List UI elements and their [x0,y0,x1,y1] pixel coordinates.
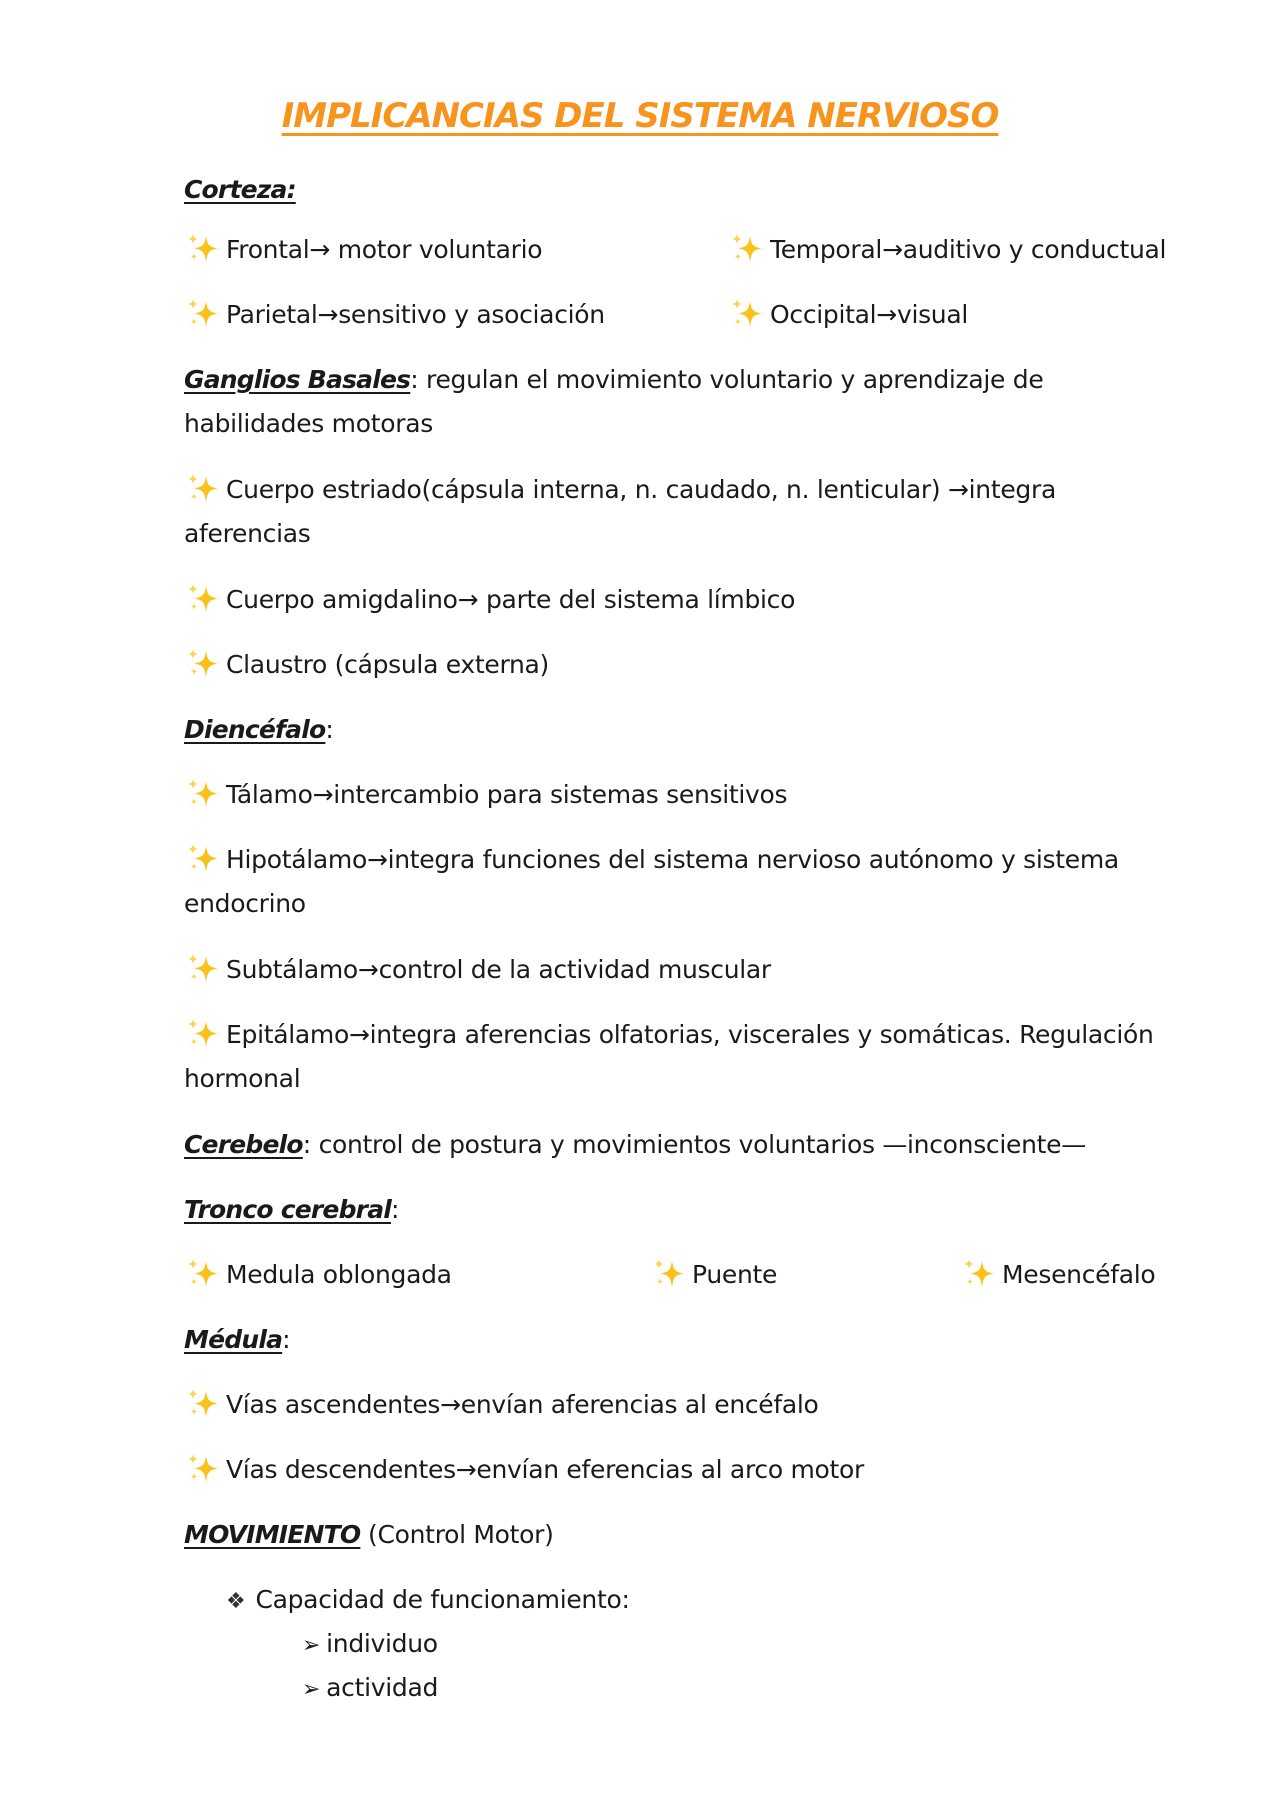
section-tronco [184,1188,399,1232]
list-item-mesencefalo [960,1253,1155,1297]
list-item-vias-ascendentes [184,1383,819,1427]
sparkles-icon [184,952,224,984]
paragraph-ganglios [184,358,1174,446]
sparkles-icon [184,472,224,504]
paragraph-text: : regulan el movimiento voluntario y aprendizaje de habilidades motoras [184,365,1044,438]
list-item-claustro [184,643,549,687]
sparkles-icon [960,1257,1000,1289]
list-item-cuerpo-estriado [184,468,1174,556]
sparkles-icon [184,1452,224,1484]
item-text: Frontal→ motor voluntario [226,235,543,264]
section-heading-tronco: Tronco cerebral [184,1195,392,1224]
section-diencefalo [184,708,333,752]
heading-suffix: : [325,715,334,744]
sparkles-icon [184,232,224,264]
item-text: Claustro (cápsula externa) [226,650,550,679]
sparkles-icon [184,647,224,679]
sparkles-icon [184,1257,224,1289]
item-text: Cuerpo estriado(cápsula interna, n. caudado, n. lenticular) →integra aferencias [184,475,1057,548]
diamond-bullet-icon: ❖ [226,1589,246,1614]
list-item-medula-oblongada [184,1253,452,1297]
section-heading-cerebelo: Cerebelo [184,1130,303,1159]
section-heading-medula: Médula [184,1325,283,1354]
section-heading-diencefalo: Diencéfalo [184,715,326,744]
list-item-talamo [184,773,787,817]
list-item-subtalamo [184,948,771,992]
section-heading-ganglios: Ganglios Basales [184,365,411,394]
sparkles-icon [184,1017,224,1049]
arrowhead-bullet-icon: ➢ [302,1677,321,1702]
item-text: Tálamo→intercambio para sistemas sensitivos [226,780,788,809]
sparkles-icon [650,1257,690,1289]
list-item-puente [650,1253,777,1297]
item-text: Puente [692,1260,778,1289]
list-item-occipital [728,293,968,337]
subitem-actividad [302,1666,438,1712]
sparkles-icon [184,582,224,614]
section-medula [184,1318,290,1362]
item-text: Occipital→visual [770,300,969,329]
bullet-capacidad [226,1578,630,1624]
page-title: IMPLICANCIAS DEL SISTEMA NERVIOSO [281,96,999,136]
list-item-epitalamo [184,1013,1174,1101]
list-item-cuerpo-amigdalino [184,578,795,622]
item-text: Hipotálamo→integra funciones del sistema nervioso autónomo y sistema endocrino [184,845,1119,918]
item-text: Cuerpo amigdalino→ parte del sistema límbico [226,585,796,614]
heading-suffix: : [282,1325,291,1354]
subitem-text: individuo [326,1629,438,1658]
list-item-frontal [184,228,542,272]
sparkles-icon [184,1387,224,1419]
sparkles-icon [184,297,224,329]
item-text: Subtálamo→control de la actividad muscular [226,955,771,984]
item-text: Vías ascendentes→envían aferencias al encéfalo [226,1390,819,1419]
list-item-hipotalamo [184,838,1174,926]
section-heading-corteza: Corteza: [184,175,296,204]
item-text: Vías descendentes→envían eferencias al arco motor [226,1455,864,1484]
list-item-vias-descendentes [184,1448,864,1492]
subitem-individuo [302,1622,438,1668]
item-text: Temporal→auditivo y conductual [770,235,1167,264]
item-text: Medula oblongada [226,1260,452,1289]
heading-subtitle: (Control Motor) [360,1520,554,1549]
arrowhead-bullet-icon: ➢ [302,1633,321,1658]
sparkles-icon [728,297,768,329]
item-text: Parietal→sensitivo y asociación [226,300,605,329]
item-text: Epitálamo→integra aferencias olfatorias, viscerales y somáticas. Regulación hormonal [184,1020,1154,1093]
subitem-text: actividad [326,1673,439,1702]
section-movimiento [184,1513,554,1557]
sparkles-icon [184,777,224,809]
sparkles-icon [184,842,224,874]
list-item-temporal [728,228,1166,272]
item-text: Mesencéfalo [1002,1260,1156,1289]
section-heading-movimiento: MOVIMIENTO [184,1520,361,1549]
list-item-parietal [184,293,605,337]
sparkles-icon [728,232,768,264]
paragraph-cerebelo [184,1123,1086,1167]
heading-suffix: : [391,1195,400,1224]
paragraph-text: : control de postura y movimientos voluntarios —inconsciente— [302,1130,1086,1159]
bullet-text: Capacidad de funcionamiento: [255,1585,630,1614]
